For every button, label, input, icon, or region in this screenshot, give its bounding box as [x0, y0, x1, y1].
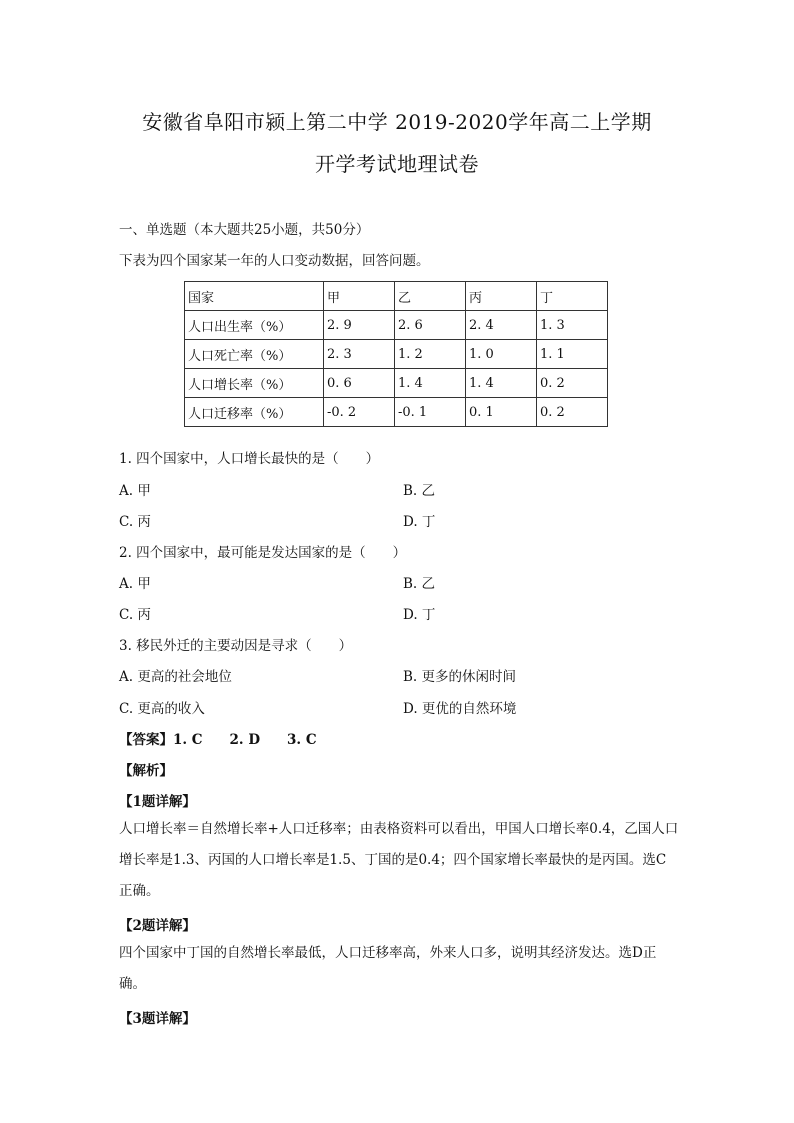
table-cell: 1. 4 [466, 369, 537, 398]
table-cell: 0. 1 [466, 398, 537, 427]
question-3-option-d: D. 更优的自然环境 [403, 701, 517, 717]
table-cell: 1. 1 [537, 340, 608, 369]
detail-3-label: 【3题详解】 [119, 1011, 196, 1027]
table-cell: 2. 3 [324, 340, 395, 369]
question-3-stem: 3. 移民外迁的主要动因是寻求（ ） [119, 638, 353, 654]
table-cell: 人口迁移率（%） [185, 398, 324, 427]
question-1-stem: 1. 四个国家中，人口增长最快的是（ ） [119, 451, 380, 467]
detail-2-text: 四个国家中丁国的自然增长率最低，人口迁移率高，外来人口多，说明其经济发达。选D正确。 [119, 945, 657, 992]
table-cell: 2. 6 [395, 311, 466, 340]
question-2-option-a: A. 甲 [119, 576, 151, 592]
table-header-cell: 丙 [466, 282, 537, 311]
question-2-stem: 2. 四个国家中，最可能是发达国家的是（ ） [119, 545, 407, 561]
table-row [185, 340, 608, 369]
table-cell: 1. 0 [466, 340, 537, 369]
question-2-option-c: C. 丙 [119, 607, 151, 623]
question-1-option-d: D. 丁 [403, 514, 436, 530]
table-cell: 0. 6 [324, 369, 395, 398]
table-cell: 1. 2 [395, 340, 466, 369]
question-3-option-b: B. 更多的休闲时间 [403, 669, 517, 685]
table-row [185, 398, 608, 427]
table-header-cell: 甲 [324, 282, 395, 311]
exam-title-line2: 开学考试地理试卷 [315, 152, 479, 176]
table-cell: 2. 9 [324, 311, 395, 340]
table-header-cell: 国家 [185, 282, 324, 311]
table-intro: 下表为四个国家某一年的人口变动数据，回答问题。 [119, 253, 430, 269]
table-cell: -0. 2 [324, 398, 395, 427]
detail-2-label: 【2题详解】 [119, 918, 196, 934]
table-cell: 1. 4 [395, 369, 466, 398]
table-header-cell: 丁 [537, 282, 608, 311]
analysis-label: 【解析】 [119, 763, 173, 779]
answer-line: 【答案】1. C 2. D 3. C [119, 732, 317, 748]
table-cell: 0. 2 [537, 398, 608, 427]
question-1-option-a: A. 甲 [119, 483, 151, 499]
table-cell: 人口出生率（%） [185, 311, 324, 340]
question-2-option-b: B. 乙 [403, 576, 436, 592]
table-cell: 1. 3 [537, 311, 608, 340]
question-3-option-c: C. 更高的收入 [119, 701, 205, 717]
population-table [184, 281, 608, 427]
section-heading: 一、单选题（本大题共25小题，共50分） [119, 222, 370, 238]
question-2-option-d: D. 丁 [403, 607, 436, 623]
exam-title-line1: 安徽省阜阳市颍上第二中学 2019-2020学年高二上学期 [142, 110, 652, 134]
question-1-option-b: B. 乙 [403, 483, 436, 499]
table-cell: 人口死亡率（%） [185, 340, 324, 369]
table-row [185, 369, 608, 398]
question-1-option-c: C. 丙 [119, 514, 151, 530]
detail-1-label: 【1题详解】 [119, 794, 196, 810]
table-cell: -0. 1 [395, 398, 466, 427]
table-row [185, 311, 608, 340]
question-3-option-a: A. 更高的社会地位 [119, 669, 232, 685]
table-header-cell: 乙 [395, 282, 466, 311]
table-cell: 2. 4 [466, 311, 537, 340]
table-cell: 0. 2 [537, 369, 608, 398]
table-cell: 人口增长率（%） [185, 369, 324, 398]
detail-1-text: 人口增长率＝自然增长率+人口迁移率；由表格资料可以看出，甲国人口增长率0.4，乙国人口增长率是1.3、丙国的人口增长率是1.5、丁国的是0.4；四个国家增长率最快的是丙国。选C正确。 [119, 821, 679, 899]
table-header-row [185, 282, 608, 311]
